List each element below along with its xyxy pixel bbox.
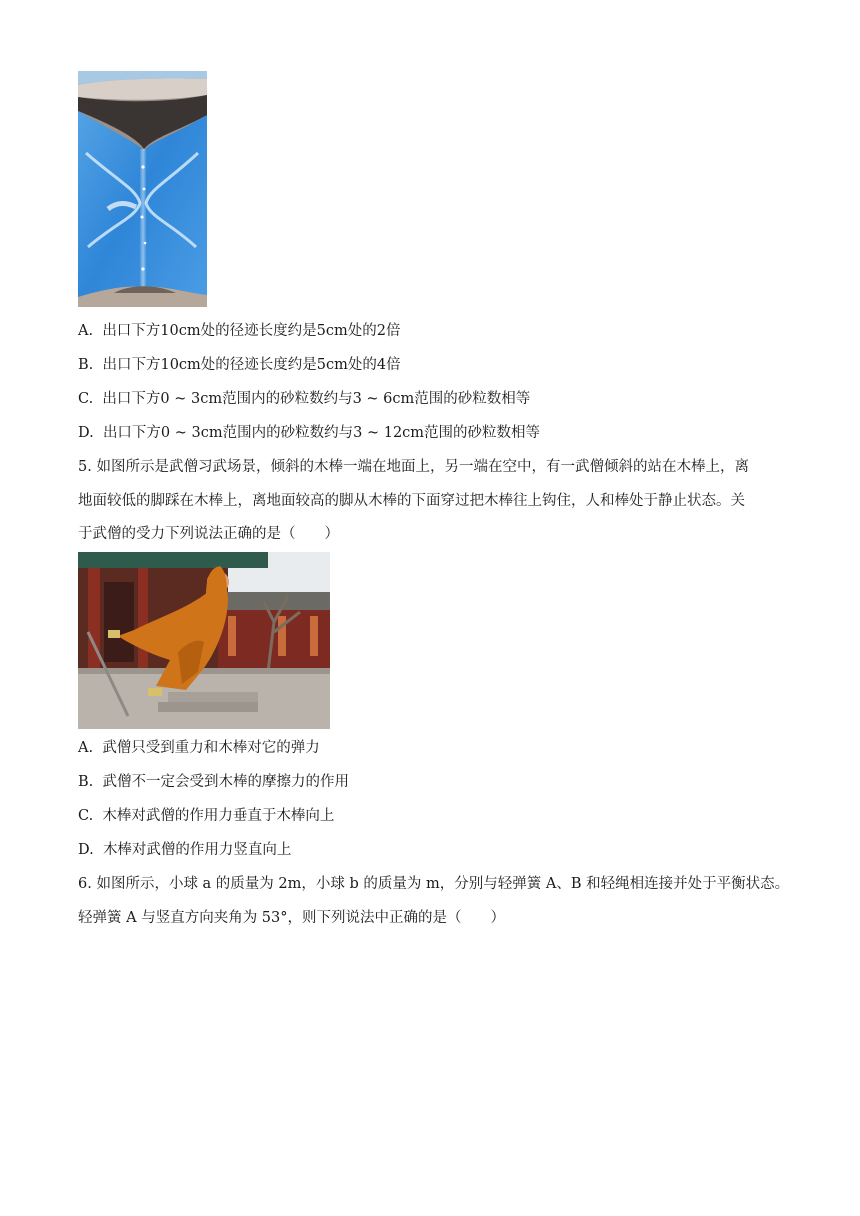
option-label: A.: [78, 740, 94, 756]
q5-stem-line-1: 5. 如图所示是武僧习武场景，倾斜的木棒一端在地面上，另一端在空中，有一武僧倾斜的站在木棒上，离: [78, 459, 749, 475]
q4-option-c: [78, 389, 530, 409]
option-label: D.: [78, 425, 94, 441]
option-label: C.: [78, 391, 94, 407]
option-text: 出口下方10cm处的径迹长度约是5cm处的2倍: [102, 323, 401, 339]
option-text: 出口下方0 ~ 3cm范围内的砂粒数约与3 ~ 12cm范围的砂粒数相等: [102, 425, 541, 441]
option-label: D.: [78, 842, 94, 858]
option-text: 出口下方0 ~ 3cm范围内的砂粒数约与3 ~ 6cm范围的砂粒数相等: [102, 391, 531, 407]
q4-option-d: [78, 423, 540, 443]
option-label: B.: [78, 774, 94, 790]
option-text: 武僧只受到重力和木棒对它的弹力: [102, 740, 320, 756]
option-text: 出口下方10cm处的径迹长度约是5cm处的4倍: [102, 357, 401, 373]
q6-stem-line-1: 6. 如图所示，小球 a 的质量为 2m，小球 b 的质量为 m，分别与轻弹簧 A、B 和轻绳相连接并处于平衡状态。: [78, 876, 790, 892]
option-text: 木棒对武僧的作用力竖直向上: [102, 842, 292, 858]
q5-stem-line-2: 地面较低的脚踩在木棒上，离地面较高的脚从木棒的下面穿过把木棒往上钩住，人和棒处于静止状态。关: [78, 493, 745, 509]
option-label: B.: [78, 357, 94, 373]
q6-stem-line-2: 轻弹簧 A 与竖直方向夹角为 53°，则下列说法中正确的是（ ）: [78, 910, 505, 926]
option-text: 木棒对武僧的作用力垂直于木棒向上: [102, 808, 335, 824]
monk-figure: [78, 552, 330, 729]
q5-option-c: [78, 806, 334, 826]
q4-option-b: [78, 355, 401, 375]
q5-stem-line-3: 于武僧的受力下列说法正确的是（ ）: [78, 526, 339, 542]
option-text: 武僧不一定会受到木棒的摩擦力的作用: [102, 774, 349, 790]
q4-option-a: [78, 321, 400, 341]
q5-option-d: [78, 840, 291, 860]
hourglass-figure: [78, 71, 207, 307]
option-label: A.: [78, 323, 94, 339]
q5-option-b: [78, 772, 349, 792]
option-label: C.: [78, 808, 94, 824]
q5-option-a: [78, 738, 320, 758]
